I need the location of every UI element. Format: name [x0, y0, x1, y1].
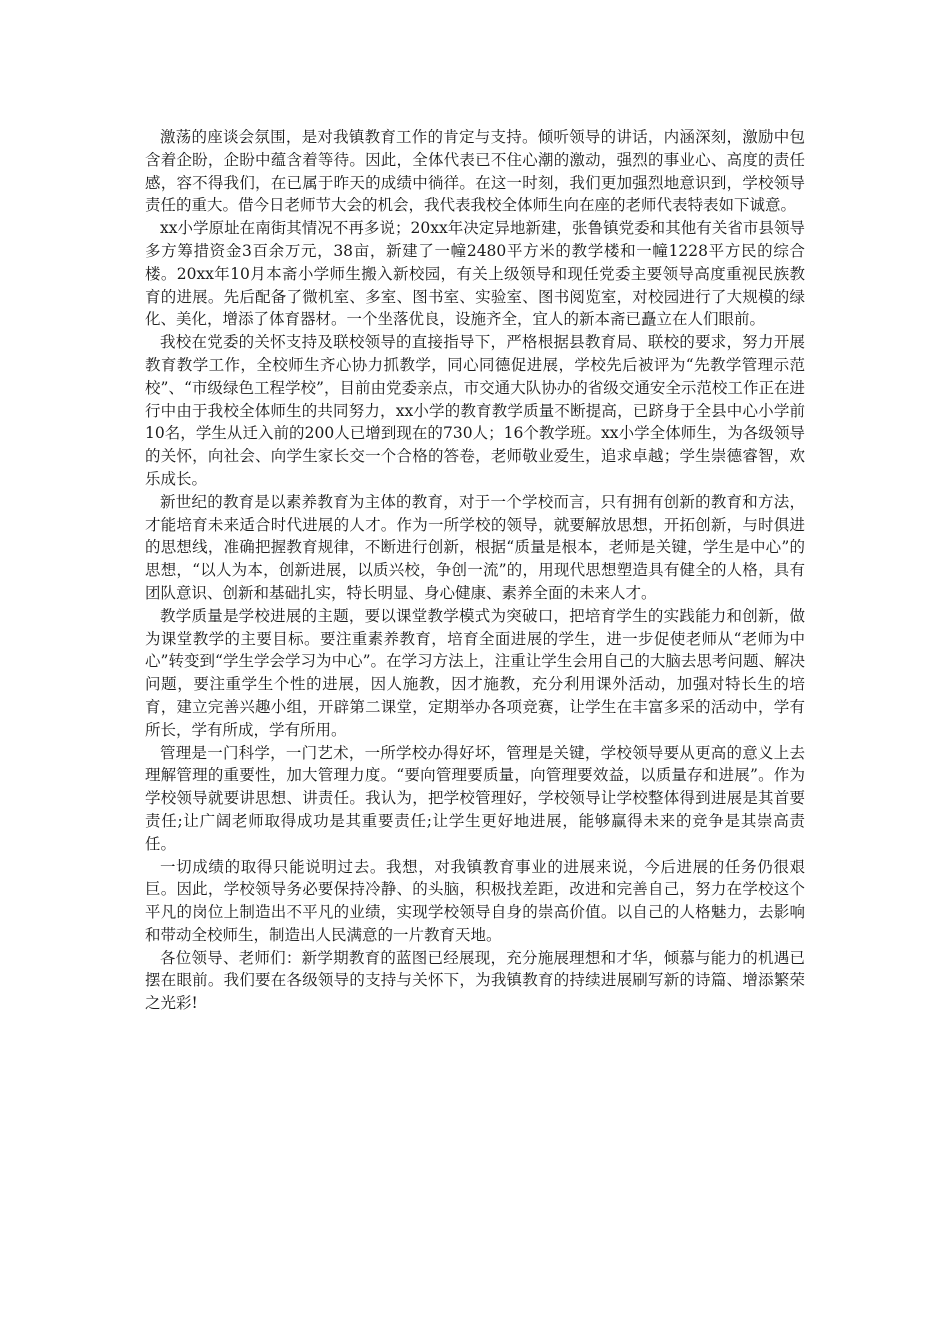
paragraph-6: 管理是一门科学，一门艺术，一所学校办得好坏，管理是关键，学校领导要从更高的意义上去理解管理的重要性，加大管理力度。“要向管理要质量，向管理要效益，以质量存和进展”。作为学校领导就要讲思想、讲责任。我认为，把学校管理好，学校领导让学校整体得到进展是其首要责任;让广阔老师取得成功是其重要责任;让学生更好地进展，能够赢得未来的竞争是其崇高责任。	[145, 743, 805, 853]
paragraph-5: 教学质量是学校进展的主题，要以课堂教学模式为突破口，把培育学生的实践能力和创新，做为课堂教学的主要目标。要注重素养教育，培育全面进展的学生，进一步促使老师从“老师为中心”转变到“学生学会学习为中心”。在学习方法上，注重让学生会用自己的大脑去思考问题、解决问题，要注重学生个性的进展，因人施教，因才施教，充分利用课外活动，加强对特长生的培育，建立完善兴趣小组，开辟第二课堂，定期举办各项竞赛，让学生在丰富多采的活动中，学有所长，学有所成，学有所用。	[145, 606, 805, 739]
paragraph-3: 我校在党委的关怀支持及联校领导的直接指导下，严格根据县教育局、联校的要求，努力开展教育教学工作，全校师生齐心协力抓教学，同心同德促进展，学校先后被评为“先教学管理示范校”、“市级绿色工程学校”，目前由党委亲点，市交通大队协办的省级交通安全示范校工作正在进行中由于我校全体师生的共同努力，xx小学的教育教学质量不断提高，已跻身于全县中心小学前10名，学生从迁入前的200人已增到现在的730人；16个教学班。xx小学全体师生，为各级领导的关怀，向社会、向学生家长交一个合格的答卷，老师敬业爱生，追求卓越；学生崇德睿智，欢乐成长。	[145, 333, 805, 488]
paragraph-8: 各位领导、老师们：新学期教育的蓝图已经展现，充分施展理想和才华，倾慕与能力的机遇已摆在眼前。我们要在各级领导的支持与关怀下，为我镇教育的持续进展刷写新的诗篇、增添繁荣之光彩!	[145, 948, 805, 1013]
document-body	[145, 126, 805, 1015]
paragraph-1: 激荡的座谈会氛围，是对我镇教育工作的肯定与支持。倾听领导的讲话，内涵深刻，激励中包含着企盼，企盼中蕴含着等待。因此，全体代表已不住心潮的激动，强烈的事业心、高度的责任感，容不得我们，在已属于昨天的成绩中徜徉。在这一时刻，我们更加强烈地意识到，学校领导责任的重大。借今日老师节大会的机会，我代表我校全体师生向在座的老师代表特表如下诚意。	[145, 128, 805, 215]
paragraph-4: 新世纪的教育是以素养教育为主体的教育，对于一个学校而言，只有拥有创新的教育和方法，才能培育未来适合时代进展的人才。作为一所学校的领导，就要解放思想，开拓创新，与时俱进的思想线，准确把握教育规律，不断进行创新，根据“质量是根本，老师是关键，学生是中心”的思想，“以人为本，创新进展，以质兴校，争创一流”的，用现代思想塑造具有健全的人格，具有团队意识、创新和基础扎实，特长明显、身心健康、素养全面的未来人才。	[145, 492, 805, 602]
paragraph-2: xx小学原址在南街其情况不再多说；20xx年决定异地新建，张鲁镇党委和其他有关省市县领导多方筹措资金3百余万元，38亩，新建了一幢2480平方米的教学楼和一幢1228平方民的综合楼。20xx年10月本斋小学师生搬入新校园，有关上级领导和现任党委主要领导高度重视民族教育的进展。先后配备了微机室、多室、图书室、实验室、图书阅览室，对校园进行了大规模的绿化、美化，增添了体育器材。一个坐落优良，设施齐全，宜人的新本斋已矗立在人们眼前。	[145, 219, 805, 329]
paragraph-7: 一切成绩的取得只能说明过去。我想，对我镇教育事业的进展来说，今后进展的任务仍很艰巨。因此，学校领导务必要保持冷静、的头脑，积极找差距，改进和完善自己，努力在学校这个平凡的岗位上制造出不平凡的业绩，实现学校领导自身的崇高价值。以自己的人格魅力，去影响和带动全校师生，制造出人民满意的一片教育天地。	[145, 857, 805, 944]
